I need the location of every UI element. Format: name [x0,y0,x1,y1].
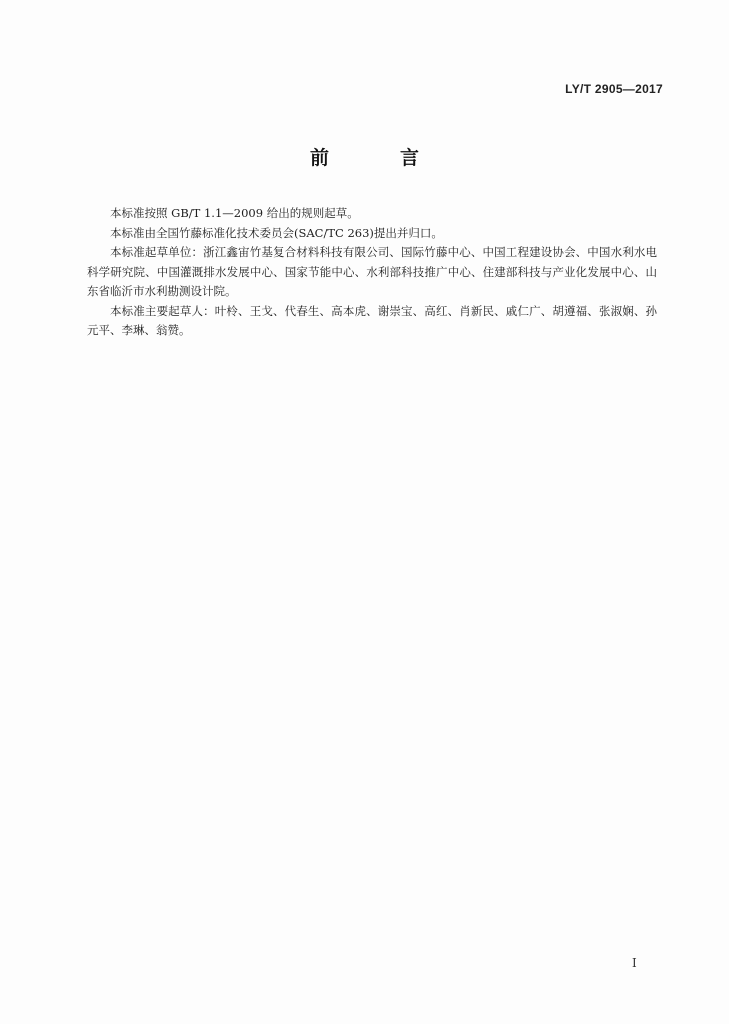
page-title: 前 言 [309,147,445,169]
paragraph-drafters: 本标准主要起草人：叶柃、王戈、代春生、高本虎、谢崇宝、高红、肖新民、戚仁广、胡遵福、张淑娴、孙元平、李琳、翁赞。 [87,303,657,337]
page-number: I [632,956,637,970]
foreword-body [87,204,657,341]
paragraph-drafting-units: 本标准起草单位：浙江鑫宙竹基复合材料科技有限公司、国际竹藤中心、中国工程建设协会、中国水利水电科学研究院、中国灌溉排水发展中心、国家节能中心、水利部科技推广中心、住建部科技与产业化发展中心、山东省临沂市水利勘测设计院。 [87,245,657,298]
paragraph-proposer: 本标准由全国竹藤标准化技术委员会(SAC/TC 263)提出并归口。 [110,225,443,240]
paragraph-drafting-rules: 本标准按照 GB/T 1.1—2009 给出的规则起草。 [110,206,359,220]
standard-code: LY/T 2905—2017 [565,82,663,96]
